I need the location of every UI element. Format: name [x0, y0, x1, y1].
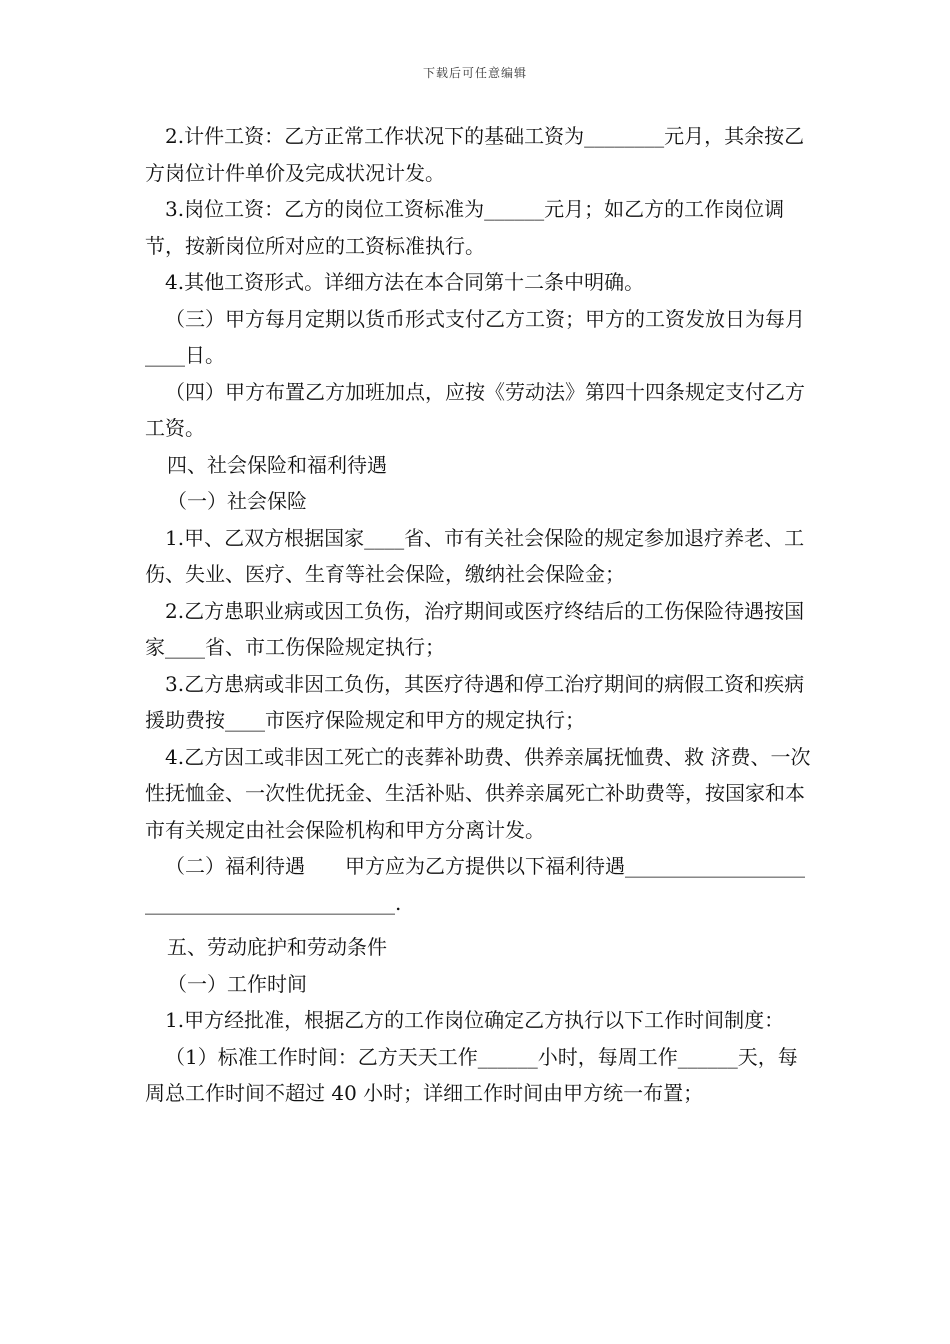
- section-heading-labor-protection: 五、劳动庇护和劳动条件: [167, 935, 387, 959]
- subsection-heading-work-time: （一）工作时间: [167, 971, 307, 996]
- page-header-note: 下载后可任意编辑: [422, 66, 527, 80]
- paragraph-death-benefits: 4.乙方因工或非因工死亡的丧葬补助费、供养亲属抚恤费、救 济费、一次性抚恤金、一次性优抚金、生活补贴、供养亲属死亡补助费等，按国家和本市有关规定由社会保险机构和甲方分离计发。: [145, 744, 811, 842]
- document-body: [145, 118, 813, 1112]
- paragraph-overtime-pay: （四）甲方布置乙方加班加点，应按《劳动法》第四十四条规定支付乙方工资。: [145, 379, 805, 440]
- paragraph-work-time-system: 1.甲方经批准，根据乙方的工作岗位确定乙方执行以下工作时间制度：: [165, 1008, 785, 1032]
- paragraph-sickness: 3.乙方患病或非因工负伤，其医疗待遇和停工治疗期间的病假工资和疾病援助费按____市医疗保险规定和甲方的规定执行；: [145, 671, 805, 732]
- paragraph-work-injury: 2.乙方患职业病或因工负伤，治疗期间或医疗终结后的工伤保险待遇按国家____省、市工伤保险规定执行；: [145, 598, 805, 659]
- paragraph-insurance-participation: 1.甲、乙双方根据国家____省、市有关社会保险的规定参加退疗养老、工伤、失业、医疗、生育等社会保险，缴纳社会保险金；: [145, 525, 805, 586]
- paragraph-wage-payment: （三）甲方每月定期以货币形式支付乙方工资；甲方的工资发放日为每月____日。: [145, 306, 805, 367]
- section-heading-social-insurance: 四、社会保险和福利待遇: [167, 452, 387, 477]
- paragraph-standard-hours: （1）标准工作时间：乙方天天工作______小时，每周工作______天，每周总工作时间不超过 40 小时；详细工作时间由甲方统一布置；: [145, 1044, 798, 1105]
- paragraph-welfare: （二）福利待遇 甲方应为乙方提供以下福利待遇___________________________________________.: [145, 854, 805, 915]
- paragraph-position-wage: 3.岗位工资：乙方的岗位工资标准为______元月；如乙方的工作岗位调节，按新岗位所对应的工资标准执行。: [145, 197, 785, 258]
- subsection-heading-social-insurance: （一）社会保险: [167, 489, 307, 513]
- paragraph-piece-wage: 2.计件工资：乙方正常工作状况下的基础工资为________元月，其余按乙方岗位计件单价及完成状况计发。: [145, 124, 805, 185]
- paragraph-other-wage: 4.其他工资形式。详细方法在本合同第十二条中明确。: [165, 270, 645, 294]
